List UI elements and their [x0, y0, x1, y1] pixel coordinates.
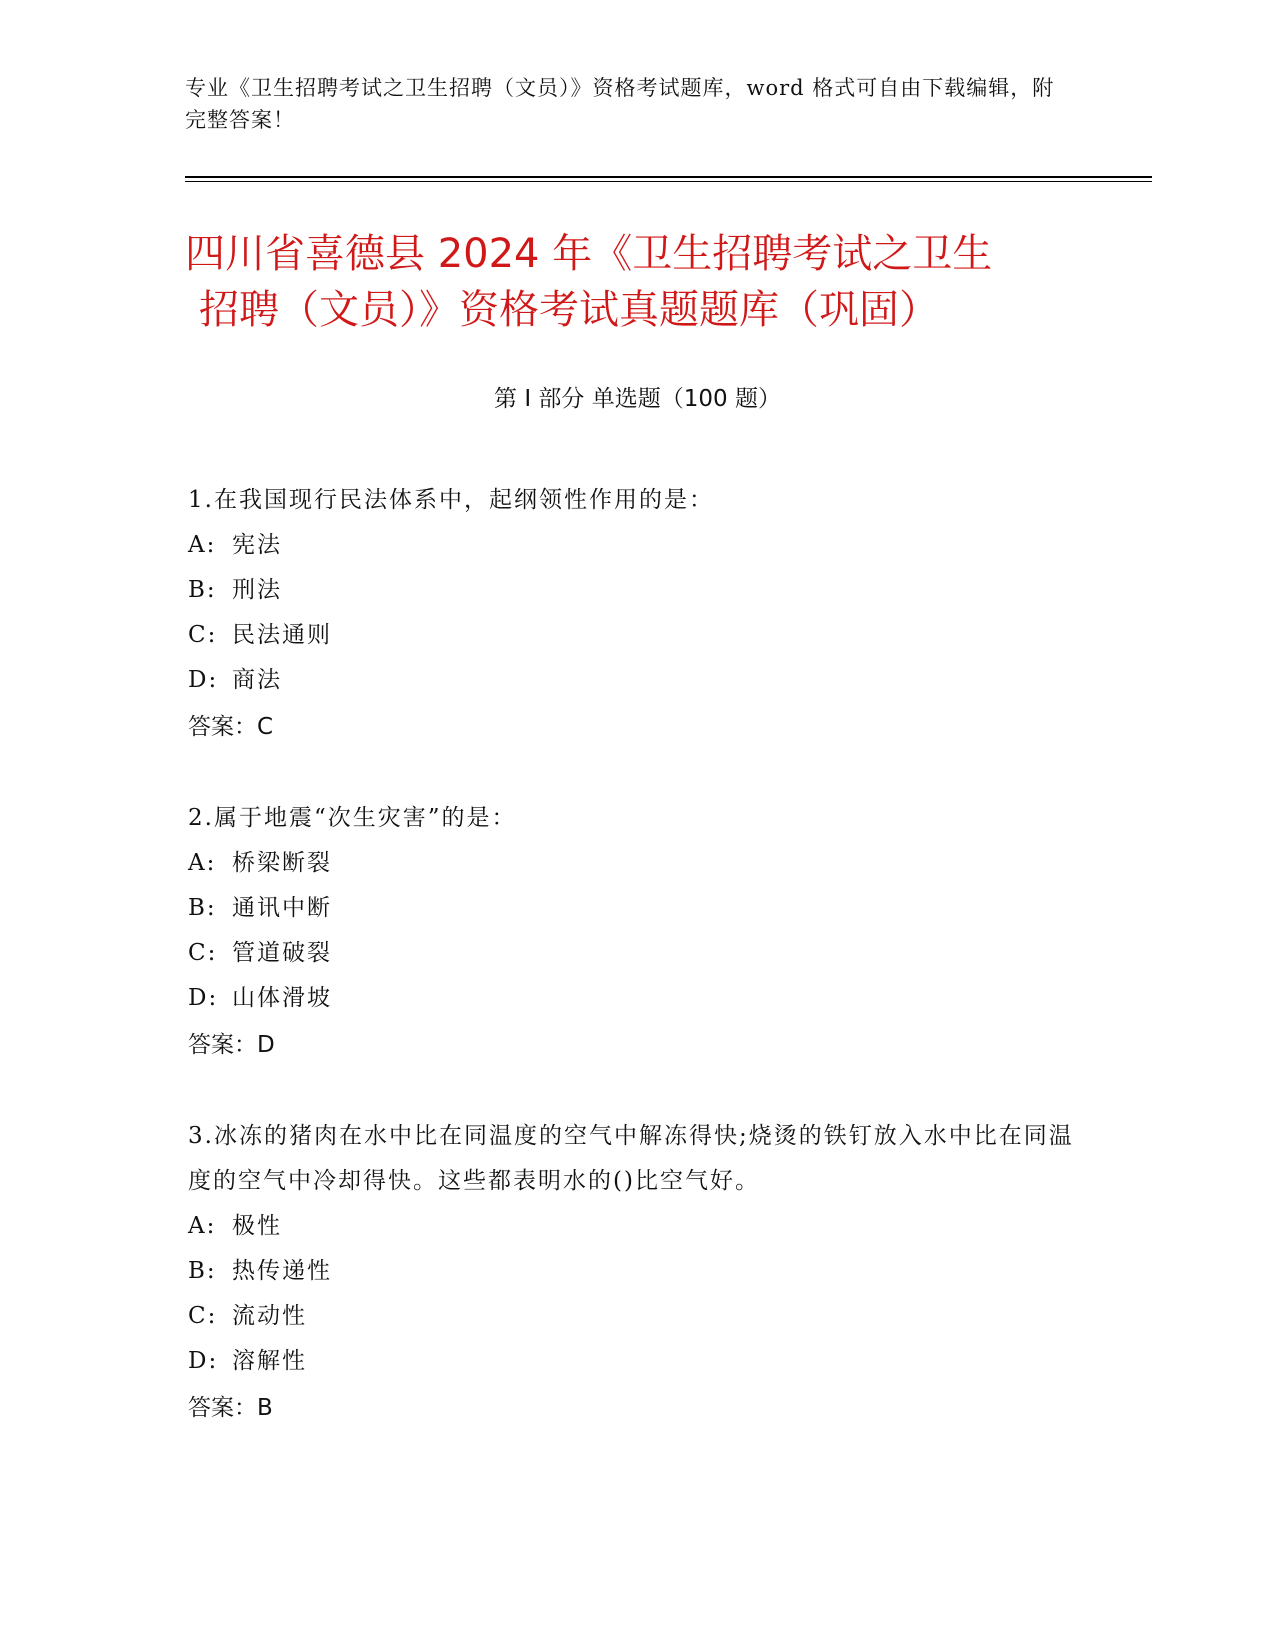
answer-line: 答案：B — [188, 1395, 273, 1421]
option-letter: B: — [188, 1258, 217, 1284]
question-2 — [188, 796, 1088, 1068]
question-list — [188, 478, 1088, 1477]
option-b — [188, 886, 1088, 931]
option-b — [188, 568, 1088, 613]
option-d — [188, 976, 1088, 1021]
option-letter: C: — [188, 940, 218, 966]
option-c — [188, 613, 1088, 658]
option-letter: D: — [188, 985, 219, 1011]
option-d — [188, 1339, 1088, 1384]
option-letter: D: — [188, 667, 219, 693]
option-letter: C: — [188, 1303, 218, 1329]
option-text: 山体滑坡 — [232, 985, 332, 1011]
option-text: 管道破裂 — [232, 940, 332, 966]
option-letter: A: — [188, 532, 217, 558]
option-letter: D: — [188, 1348, 219, 1374]
option-c — [188, 1294, 1088, 1339]
option-letter: A: — [188, 850, 217, 876]
option-letter: B: — [188, 895, 217, 921]
option-text: 热传递性 — [232, 1258, 332, 1284]
option-text: 溶解性 — [232, 1348, 307, 1374]
question-stem: 1.在我国现行民法体系中，起纲领性作用的是： — [188, 487, 714, 513]
answer-line: 答案：D — [188, 1032, 275, 1058]
option-text: 极性 — [232, 1213, 282, 1239]
question-stem: 3.冰冻的猪肉在水中比在同温度的空气中解冻得快;烧烫的铁钉放入水中比在同温度的空气中冷却得快。这些都表明水的()比空气好。 — [188, 1123, 1074, 1194]
option-text: 通讯中断 — [232, 895, 332, 921]
option-letter: A: — [188, 1213, 217, 1239]
document-title — [185, 226, 1105, 338]
option-a — [188, 841, 1088, 886]
header-divider-thick — [185, 176, 1152, 178]
answer-line: 答案：C — [188, 714, 274, 740]
option-b — [188, 1249, 1088, 1294]
option-letter: C: — [188, 622, 218, 648]
option-c — [188, 931, 1088, 976]
option-text: 桥梁断裂 — [232, 850, 332, 876]
option-text: 流动性 — [232, 1303, 307, 1329]
option-d — [188, 658, 1088, 703]
question-stem: 2.属于地震“次生灾害”的是： — [188, 805, 517, 831]
option-a — [188, 523, 1088, 568]
header-divider-thin — [185, 181, 1152, 182]
document-title-line-2: 招聘（文员）》资格考试真题题库（巩固） — [199, 287, 939, 333]
option-text: 刑法 — [232, 577, 282, 603]
document-title-line-1: 四川省喜德县 2024 年《卫生招聘考试之卫生 — [185, 231, 993, 277]
header-note: 专业《卫生招聘考试之卫生招聘（文员）》资格考试题库，word 格式可自由下载编辑，附完整答案！ — [185, 76, 1055, 132]
question-1 — [188, 478, 1088, 750]
option-text: 商法 — [232, 667, 282, 693]
option-letter: B: — [188, 577, 217, 603]
option-text: 民法通则 — [232, 622, 332, 648]
section-heading: 第 I 部分 单选题（100 题） — [494, 386, 781, 412]
question-3 — [188, 1114, 1088, 1431]
option-text: 宪法 — [232, 532, 282, 558]
option-a — [188, 1204, 1088, 1249]
